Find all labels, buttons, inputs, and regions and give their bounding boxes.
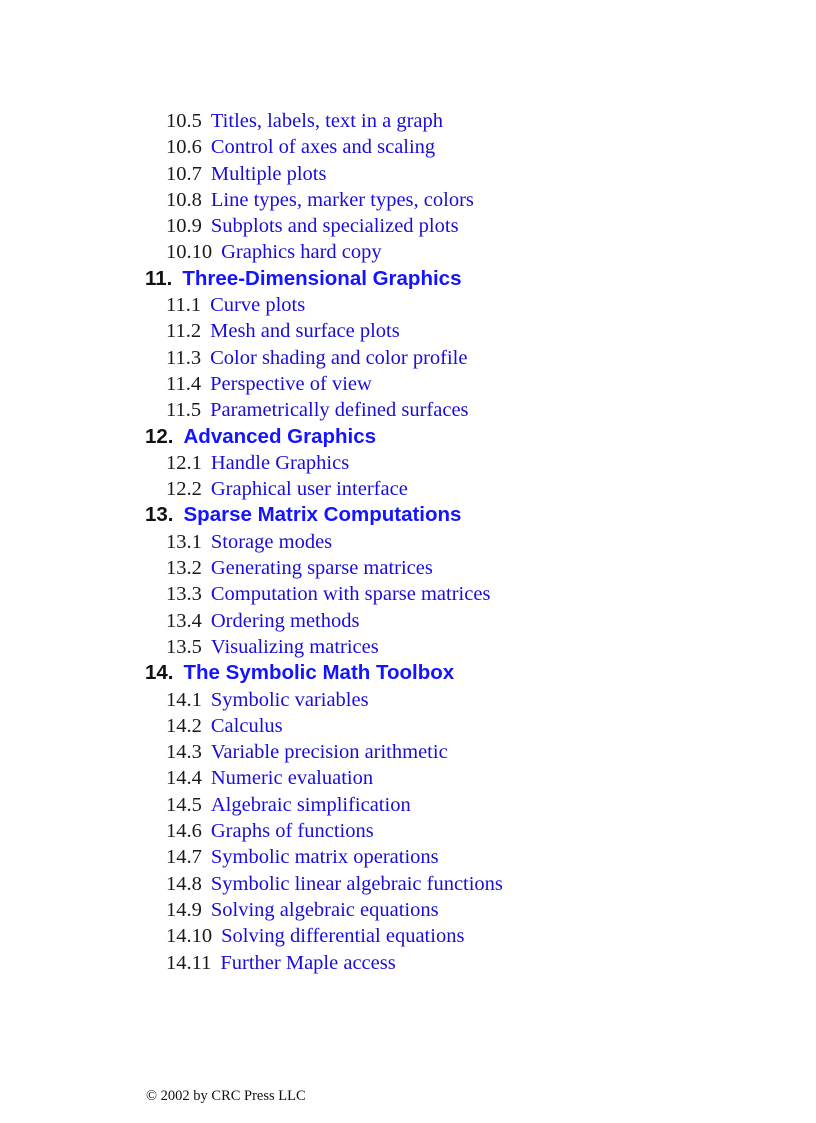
section-title-link[interactable]: Mesh and surface plots <box>210 320 400 343</box>
section-number: 14.1 <box>166 688 202 711</box>
toc-chapter-entry[interactable] <box>0 424 816 450</box>
toc-section-entry[interactable] <box>0 608 816 634</box>
toc-section-entry[interactable] <box>0 713 816 739</box>
toc-section-entry[interactable] <box>0 634 816 660</box>
section-title-link[interactable]: Ordering methods <box>210 609 360 632</box>
section-number: 12.1 <box>166 451 202 474</box>
section-number: 10.9 <box>166 215 202 238</box>
toc-chapter-entry[interactable] <box>0 502 816 528</box>
section-title-link[interactable]: Symbolic variables <box>210 688 369 711</box>
toc-section-entry[interactable] <box>0 923 816 949</box>
section-title-link[interactable]: Generating sparse matrices <box>210 557 433 580</box>
section-number: 11.2 <box>166 320 202 343</box>
section-number: 14.8 <box>166 872 202 895</box>
chapter-title-link[interactable]: The Symbolic Math Toolbox <box>183 661 455 685</box>
chapter-number: 12. <box>145 424 174 448</box>
section-title-link[interactable]: Symbolic matrix operations <box>210 846 439 869</box>
section-number: 10.10 <box>166 241 213 264</box>
section-title-link[interactable]: Further Maple access <box>220 951 396 974</box>
toc-section-entry[interactable] <box>0 844 816 870</box>
section-title-link[interactable]: Control of axes and scaling <box>210 136 436 159</box>
section-number: 10.7 <box>166 162 202 185</box>
toc-chapter-entry[interactable] <box>0 266 816 292</box>
chapter-number: 11. <box>145 266 173 290</box>
copyright-footer: © 2002 by CRC Press LLC <box>146 1088 306 1104</box>
section-title-link[interactable]: Subplots and specialized plots <box>210 215 459 238</box>
chapter-title-link[interactable]: Three-Dimensional Graphics <box>182 266 462 290</box>
toc-section-entry[interactable] <box>0 529 816 555</box>
section-title-link[interactable]: Calculus <box>210 714 283 737</box>
toc-section-entry[interactable] <box>0 213 816 239</box>
section-number: 10.5 <box>166 110 202 132</box>
section-number: 14.3 <box>166 741 202 764</box>
toc-section-entry[interactable] <box>0 397 816 423</box>
section-title-link[interactable]: Computation with sparse matrices <box>210 583 491 606</box>
toc-section-entry[interactable] <box>0 187 816 213</box>
section-number: 13.3 <box>166 583 202 606</box>
table-of-contents <box>0 108 816 976</box>
toc-section-entry[interactable] <box>0 871 816 897</box>
section-title-link[interactable]: Symbolic linear algebraic functions <box>210 872 503 895</box>
toc-section-entry[interactable] <box>0 239 816 265</box>
section-number: 14.7 <box>166 846 202 869</box>
section-number: 11.5 <box>166 399 202 422</box>
chapter-title-link[interactable]: Sparse Matrix Computations <box>183 503 462 527</box>
toc-section-entry[interactable] <box>0 555 816 581</box>
section-number: 14.9 <box>166 898 202 921</box>
section-title-link[interactable]: Titles, labels, text in a graph <box>210 110 443 132</box>
section-title-link[interactable]: Solving differential equations <box>221 925 465 948</box>
toc-section-entry[interactable] <box>0 765 816 791</box>
section-number: 10.6 <box>166 136 202 159</box>
section-number: 11.4 <box>166 372 202 395</box>
section-number: 14.4 <box>166 767 202 790</box>
section-number: 13.2 <box>166 557 202 580</box>
section-title-link[interactable]: Algebraic simplification <box>210 793 411 816</box>
section-title-link[interactable]: Variable precision arithmetic <box>210 741 448 764</box>
section-number: 11.1 <box>166 294 202 317</box>
toc-section-entry[interactable] <box>0 739 816 765</box>
section-title-link[interactable]: Curve plots <box>210 294 306 317</box>
toc-section-entry[interactable] <box>0 476 816 502</box>
section-title-link[interactable]: Parametrically defined surfaces <box>210 399 469 422</box>
toc-section-entry[interactable] <box>0 687 816 713</box>
toc-section-entry[interactable] <box>0 318 816 344</box>
toc-section-entry[interactable] <box>0 581 816 607</box>
section-title-link[interactable]: Handle Graphics <box>210 451 350 474</box>
section-number: 14.2 <box>166 714 202 737</box>
section-number: 11.3 <box>166 346 202 369</box>
section-number: 14.5 <box>166 793 202 816</box>
section-number: 14.6 <box>166 820 202 843</box>
section-number: 14.10 <box>166 925 213 948</box>
section-title-link[interactable]: Graphics hard copy <box>221 241 382 264</box>
toc-chapter-entry[interactable] <box>0 660 816 686</box>
toc-section-entry[interactable] <box>0 818 816 844</box>
chapter-number: 14. <box>145 661 174 685</box>
section-title-link[interactable]: Storage modes <box>210 530 333 553</box>
section-number: 14.11 <box>166 951 212 974</box>
toc-section-entry[interactable] <box>0 108 816 134</box>
toc-section-entry[interactable] <box>0 371 816 397</box>
section-number: 13.4 <box>166 609 202 632</box>
section-title-link[interactable]: Visualizing matrices <box>210 635 379 658</box>
chapter-title-link[interactable]: Advanced Graphics <box>183 424 377 448</box>
section-title-link[interactable]: Color shading and color profile <box>210 346 468 369</box>
toc-section-entry[interactable] <box>0 792 816 818</box>
section-title-link[interactable]: Numeric evaluation <box>210 767 374 790</box>
section-title-link[interactable]: Perspective of view <box>210 372 372 395</box>
chapter-number: 13. <box>145 503 174 527</box>
toc-section-entry[interactable] <box>0 292 816 318</box>
section-title-link[interactable]: Graphical user interface <box>210 478 408 501</box>
toc-section-entry[interactable] <box>0 897 816 923</box>
section-number: 12.2 <box>166 478 202 501</box>
toc-section-entry[interactable] <box>0 161 816 187</box>
toc-section-entry[interactable] <box>0 450 816 476</box>
toc-section-entry[interactable] <box>0 134 816 160</box>
toc-section-entry[interactable] <box>0 345 816 371</box>
section-number: 13.5 <box>166 635 202 658</box>
toc-section-entry[interactable] <box>0 950 816 976</box>
section-title-link[interactable]: Multiple plots <box>210 162 327 185</box>
section-title-link[interactable]: Line types, marker types, colors <box>210 188 474 211</box>
section-title-link[interactable]: Solving algebraic equations <box>210 898 439 921</box>
section-number: 10.8 <box>166 188 202 211</box>
section-number: 13.1 <box>166 530 202 553</box>
section-title-link[interactable]: Graphs of functions <box>210 820 374 843</box>
